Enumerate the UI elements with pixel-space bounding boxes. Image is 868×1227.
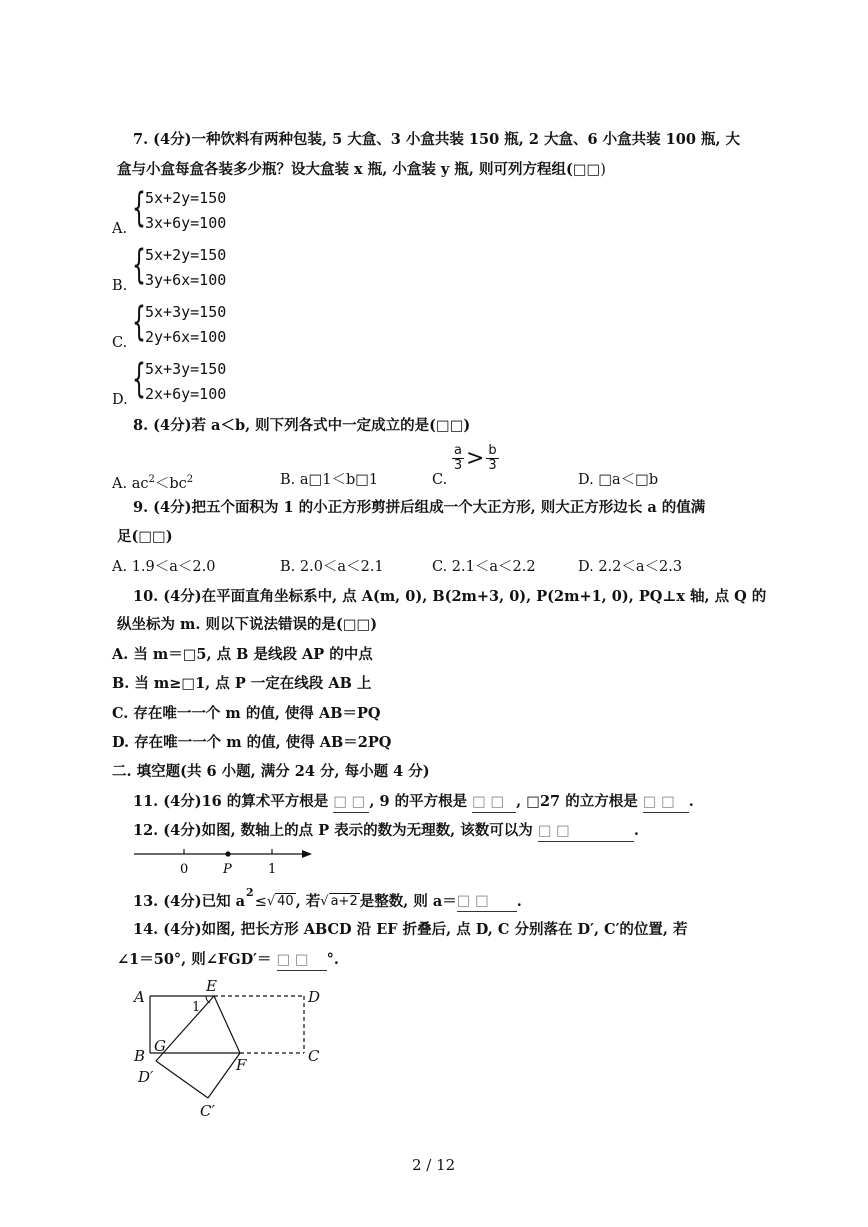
q10-option-b: B. 当 m≥□1, 点 P 一定在线段 AB 上 bbox=[112, 675, 372, 692]
sqrt-a-plus-2: √ a+2 bbox=[320, 894, 358, 909]
q8-option-c-expression: $\frac{a}{3}$ > $\frac{b}{3}$ bbox=[453, 443, 497, 473]
q10-option-a: A. 当 m＝□5, 点 B 是线段 AP 的中点 bbox=[112, 646, 373, 663]
q9-option-d: D. 2.2＜a＜2.3 bbox=[578, 559, 683, 575]
q8-option-b: B. a□1＜b□1 bbox=[280, 472, 379, 488]
option-label: B. bbox=[112, 278, 128, 294]
answer-blank[interactable]: □ □ bbox=[277, 950, 327, 971]
answer-blank[interactable]: □ □ bbox=[457, 891, 517, 912]
q12-line: 12. (4分)如图, 数轴上的点 P 表示的数为无理数, 该数可以为 □ □ . bbox=[133, 821, 639, 842]
q11-line: 11. (4分)16 的算术平方根是 □ □ , 9 的平方根是 □ □ , □27 的立方根是 □ □ . bbox=[133, 792, 694, 813]
q8-option-c: C. bbox=[432, 472, 448, 488]
q14-stem-line1: 14. (4分)如图, 把长方形 ABCD 沿 EF 折叠后, 点 D, C 分别落在 D′, C′的位置, 若 bbox=[133, 921, 688, 938]
q10-stem-line1: 10. (4分)在平面直角坐标系中, 点 A(m, 0), B(2m+3, 0), P(2m+1, 0), PQ⊥x 轴, 点 Q 的 bbox=[133, 588, 767, 605]
equation: 3x+6y=100 bbox=[145, 214, 227, 232]
label-f: F bbox=[236, 1056, 247, 1074]
option-label: D. bbox=[112, 392, 128, 408]
q10-stem-line2: 纵坐标为 m. 则以下说法错误的是(□□) bbox=[117, 616, 378, 633]
q9-option-b: B. 2.0＜a＜2.1 bbox=[280, 559, 384, 575]
section-heading: 二. 填空题(共 6 小题, 满分 24 分, 每小题 4 分) bbox=[112, 763, 430, 780]
folding-rectangle-figure bbox=[128, 978, 338, 1123]
label-d-prime: D′ bbox=[138, 1068, 154, 1086]
label-c-prime: C′ bbox=[200, 1102, 215, 1120]
equation: 3y+6x=100 bbox=[145, 271, 227, 289]
brace-icon: { bbox=[132, 242, 146, 288]
answer-blank[interactable]: □ □ bbox=[538, 821, 634, 842]
label-d: D bbox=[308, 988, 321, 1006]
equation: 5x+3y=150 bbox=[145, 360, 227, 378]
tick-label-1: 1 bbox=[268, 862, 277, 877]
option-label: A. bbox=[112, 221, 128, 237]
q13-line: 13. (4分)已知 a 2 ≤ √ 40 , 若 √ a+2 是整数, 则 a＝ □ □ . bbox=[133, 886, 522, 910]
point-p-label: P bbox=[223, 862, 232, 877]
equation: 5x+2y=150 bbox=[145, 246, 227, 264]
q7-stem-line1: 7. (4分)一种饮料有两种包装, 5 大盒、3 小盒共装 150 瓶, 2 大盒、6 小盒共装 100 瓶, 大 bbox=[133, 131, 741, 148]
sqrt-40: √ 40 bbox=[266, 894, 294, 909]
label-e: E bbox=[206, 978, 217, 995]
page-number: 2 / 12 bbox=[412, 1156, 456, 1174]
brace-icon: { bbox=[132, 185, 146, 231]
q8-option-d: D. □a＜□b bbox=[578, 472, 659, 488]
tick-label-0: 0 bbox=[180, 862, 189, 877]
q9-stem-line1: 9. (4分)把五个面积为 1 的小正方形剪拼后组成一个大正方形, 则大正方形边长 a 的值满 bbox=[133, 499, 706, 516]
option-label: C. bbox=[112, 335, 128, 351]
q10-option-c: C. 存在唯一一个 m 的值, 使得 AB＝PQ bbox=[112, 705, 381, 722]
q8-option-a: A. $ac^2<bc^2$ bbox=[112, 474, 194, 492]
number-line-figure bbox=[130, 846, 320, 878]
answer-blank[interactable]: □ □ bbox=[472, 792, 516, 813]
answer-blank[interactable]: □ □ bbox=[333, 792, 369, 813]
label-b: B bbox=[134, 1047, 146, 1065]
q9-option-a: A. 1.9＜a＜2.0 bbox=[112, 559, 216, 575]
brace-icon: { bbox=[132, 299, 146, 345]
point-p-dot bbox=[225, 851, 230, 856]
equation: 2y+6x=100 bbox=[145, 328, 227, 346]
equation: 5x+2y=150 bbox=[145, 189, 227, 207]
answer-blank[interactable]: □ □ bbox=[643, 792, 689, 813]
q9-stem-line2: 足(□□) bbox=[117, 528, 173, 545]
angle-1-label: 1 bbox=[192, 1000, 201, 1015]
brace-icon: { bbox=[132, 356, 146, 402]
q10-option-d: D. 存在唯一一个 m 的值, 使得 AB＝2PQ bbox=[112, 734, 392, 751]
equation: 2x+6y=100 bbox=[145, 385, 227, 403]
label-a: A bbox=[134, 988, 145, 1006]
equation: 5x+3y=150 bbox=[145, 303, 227, 321]
q8-stem: 8. (4分)若 a＜b, 则下列各式中一定成立的是(□□) bbox=[133, 417, 471, 434]
q9-option-c: C. 2.1＜a＜2.2 bbox=[432, 559, 536, 575]
segment-dprime-cprime bbox=[156, 1061, 208, 1098]
label-c: C bbox=[308, 1047, 320, 1065]
segment-ef bbox=[214, 996, 240, 1053]
q7-stem-line2: 盒与小盒每盒各装多少瓶？设大盒装 x 瓶, 小盒装 y 瓶, 则可列方程组(□□) bbox=[117, 161, 606, 178]
q14-stem-line2: ∠1＝50°, 则∠FGD′＝ □ □ °. bbox=[117, 950, 339, 971]
arrow-right-icon bbox=[302, 850, 312, 858]
label-g: G bbox=[154, 1037, 166, 1055]
